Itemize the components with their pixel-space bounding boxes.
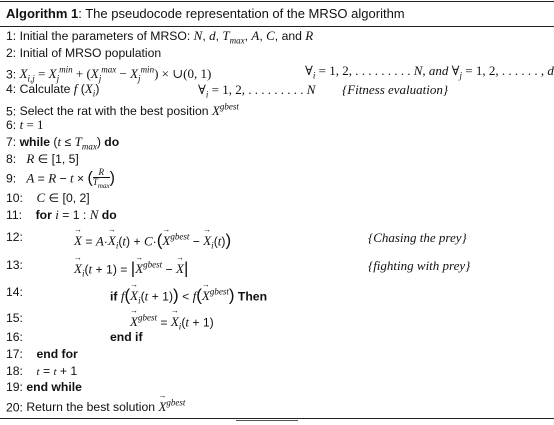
line-20-number: 20: [6, 400, 23, 415]
line-9: 9: A = R − t × ( R $T_{max}$) [6, 167, 115, 190]
top-rule [0, 1, 554, 2]
bottom-rule [0, 418, 554, 419]
line-1-text: Initial the parameters of MRSO: N, d, $T_{max}$, A, C, and R [19, 28, 314, 46]
line-14: 14: [6, 285, 23, 299]
line-19: 19: end while [6, 380, 82, 394]
line-3-quantifier: $\forall_i = 1$, 2, . . . . . . . . . N, and $\forall_j = 1$, 2, . . . . . . , d [305, 63, 554, 81]
line-10: 10: C ∈ [0, 2] [6, 190, 90, 205]
bottom-mark [236, 420, 298, 421]
line-5: 5: Select the rat with the best position $X^{gbest}$ [6, 102, 239, 119]
line-16-kw: end if [110, 330, 143, 344]
line-15: 15: [6, 311, 23, 325]
line-4: 4: Calculate f $(X_i)$ [6, 81, 100, 99]
line-6-text: t = 1 [19, 117, 44, 132]
line-5-text: Select the rat with the best position $X^{gbest}$ [19, 102, 239, 119]
line-8: 8: R ∈ [1, 5] [6, 151, 79, 166]
line-15-formula: → $X^{gbest}$ = → $X_i(t + 1)$ [130, 311, 214, 334]
header-rule [0, 26, 554, 27]
line-12-formula: → $X = A\cdot\to X_i(t) + C\cdot(\to X^{gbest}$ − → $X_i(t)$) [74, 230, 231, 253]
line-12-comment: {Chasing the prey} [368, 230, 467, 245]
line-17: 17: end for [6, 347, 78, 361]
line-6: 6: t = 1 [6, 117, 44, 132]
algorithm-header [6, 6, 405, 21]
line-3: 3: $X_{i,j} = X_j^{min} + (X_j^{max} - X_j^{min})$ × ∪(0, 1) [6, 65, 212, 84]
line-4-quantifier: $\forall_i = 1$, 2, . . . . . . . . . N [198, 82, 316, 100]
line-13-formula: → $X_i(t + 1)$ = |→ $X^{gbest}$ − → X| [74, 258, 188, 281]
line-4-comment: {Fitness evaluation} [342, 82, 449, 97]
line-12: 12: [6, 230, 23, 244]
algorithm-title: : The pseudocode representation of the MRSO algorithm [78, 6, 405, 21]
line-14-formula: if $f(\to X_i(t + 1)) < f(\to X^{gbest})$ Then [110, 285, 267, 308]
line-2-text: Initial of MRSO population [19, 46, 162, 60]
line-11: 11: for i = 1 : N do [6, 207, 117, 222]
algorithm-label: Algorithm 1 [6, 6, 79, 21]
line-18: 18: t = t + 1 [6, 364, 78, 378]
line-16: 16: [6, 330, 23, 344]
line-20 [6, 396, 185, 414]
line-3-formula: $X_{i,j} = X_j^{min} + (X_j^{max} - X_j^{min})$ × ∪(0, 1) [19, 65, 212, 84]
line-13: 13: [6, 258, 23, 272]
line-2: 2: Initial of MRSO population [6, 46, 162, 60]
line-4-text: Calculate f $(X_i)$ [19, 81, 100, 99]
line-1: 1: Initial the parameters of MRSO: N, d, $T_{max}$, A, C, and R [6, 28, 314, 46]
line-20-text: Return the best solution → $X^{gbest}$ [23, 400, 185, 414]
line-7: 7: while $(t \le T_{max})$ do [6, 134, 120, 152]
line-13-comment: {fighting with prey} [368, 258, 471, 273]
